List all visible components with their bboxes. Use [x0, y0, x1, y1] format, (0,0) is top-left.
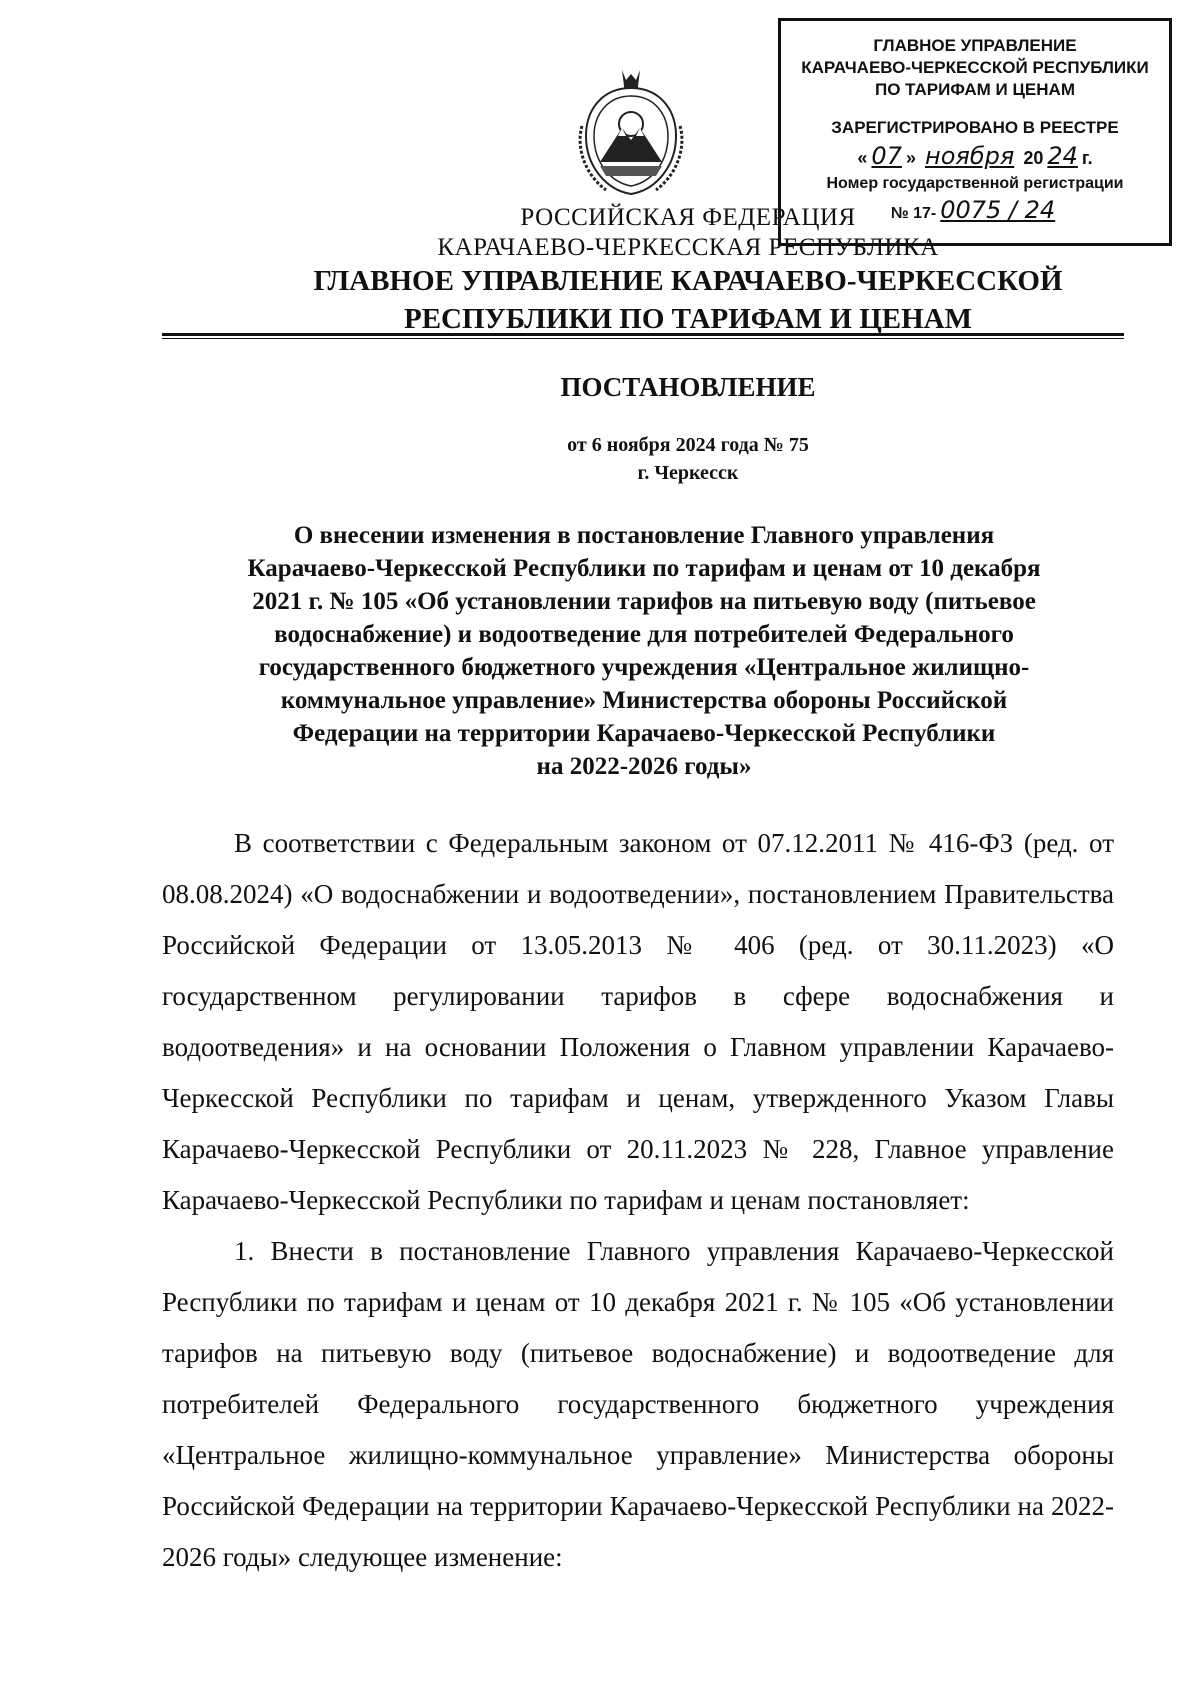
title-line: Федерации на территории Карачаево-Черкесской Республики [292, 720, 996, 747]
stamp-date-year-unit: г. [1081, 148, 1093, 168]
document-place: г. Черкесск [637, 462, 739, 484]
stamp-date-year-prefix: 20 [1023, 148, 1044, 168]
title-line: коммунальное управление» Министерства обороны Российской [280, 687, 1008, 714]
stamp-date-close-quote: » [905, 148, 916, 168]
title-line: О внесении изменения в постановление Главного управления [293, 522, 995, 549]
republic-name: КАРАЧАЕВО-ЧЕРКЕССКАЯ РЕСПУБЛИКА [437, 234, 939, 261]
agency-name [88, 262, 1200, 338]
stamp-date-day: 07 [871, 142, 902, 170]
document-date-number: от 6 ноября 2024 года № 75 [567, 434, 809, 456]
stamp-authority-line-2: КАРАЧАЕВО-ЧЕРКЕССКОЙ РЕСПУБЛИКИ [801, 58, 1149, 77]
title-line: на 2022-2026 годы» [536, 753, 752, 780]
document-type: ПОСТАНОВЛЕНИЕ [560, 372, 816, 402]
title-line: государственного бюджетного учреждения «Центральное жилищно- [258, 654, 1030, 681]
title-line: 2021 г. № 105 «Об установлении тарифов на питьевую воду (питьевое [252, 588, 1036, 615]
stamp-reg-number-prefix: № 17- [890, 205, 937, 222]
letterhead-divider [162, 333, 1124, 336]
stamp-reg-number-value: 0075 / 24 [940, 196, 1056, 224]
stamp-registration-date [781, 142, 1169, 170]
stamp-authority-line-1: ГЛАВНОЕ УПРАВЛЕНИЕ [873, 36, 1077, 55]
agency-name-line-1: ГЛАВНОЕ УПРАВЛЕНИЕ КАРАЧАЕВО-ЧЕРКЕССКОЙ [313, 265, 1063, 297]
document-body [162, 818, 1114, 1583]
body-paragraph-preamble: В соответствии с Федеральным законом от 07.12.2011 № 416-ФЗ (ред. от 08.08.2024) «О водоснабжении и водоотведении», постановлением Правительства Российской Федерации от 13.05.2013 № 406 (ред. от 30.11.2023) «О государственном регулировании тарифов в сфере водоснабжения и водоотведения» и на основании Положения о Главном управлении Карачаево-Черкесской Республики по тарифам и ценам, утвержденного Указом Главы Карачаево-Черкесской Республики от 20.11.2023 № 228, Главное управление Карачаево-Черкесской Республики по тарифам и ценам постановляет: [162, 828, 1114, 1215]
document-title [176, 519, 1112, 783]
country-name: РОССИЙСКАЯ ФЕДЕРАЦИЯ [520, 204, 856, 231]
stamp-registered-label: ЗАРЕГИСТРИРОВАНО В РЕЕСТРЕ [831, 118, 1119, 137]
stamp-date-month: ноября [925, 142, 1015, 170]
stamp-reg-number-label: Номер государственной регистрации [826, 175, 1124, 192]
stamp-date-year-suffix: 24 [1047, 142, 1078, 170]
title-line: водоснабжение) и водоотведение для потребителей Федерального [274, 621, 1014, 648]
coat-of-arms-emblem [572, 66, 690, 200]
stamp-authority-line-3: ПО ТАРИФАМ И ЦЕНАМ [875, 80, 1075, 99]
body-paragraph-item-1: 1. Внести в постановление Главного управления Карачаево-Черкесской Республики по тарифам и ценам от 10 декабря 2021 г. № 105 «Об установлении тарифов на питьевую воду (питьевое водоснабжение) и водоотведение для потребителей Федерального государственного бюджетного учреждения «Центральное жилищно-коммунальное управление» Министерства обороны Российской Федерации на территории Карачаево-Черкесской Республики на 2022-2026 годы» следующее изменение: [162, 1236, 1114, 1572]
letterhead-divider-thin [162, 338, 1124, 339]
title-line: Карачаево-Черкесской Республики по тарифам и ценам от 10 декабря [247, 555, 1041, 582]
stamp-date-open-quote: « [857, 148, 868, 168]
agency-name-line-2: РЕСПУБЛИКИ ПО ТАРИФАМ И ЦЕНАМ [404, 303, 972, 335]
